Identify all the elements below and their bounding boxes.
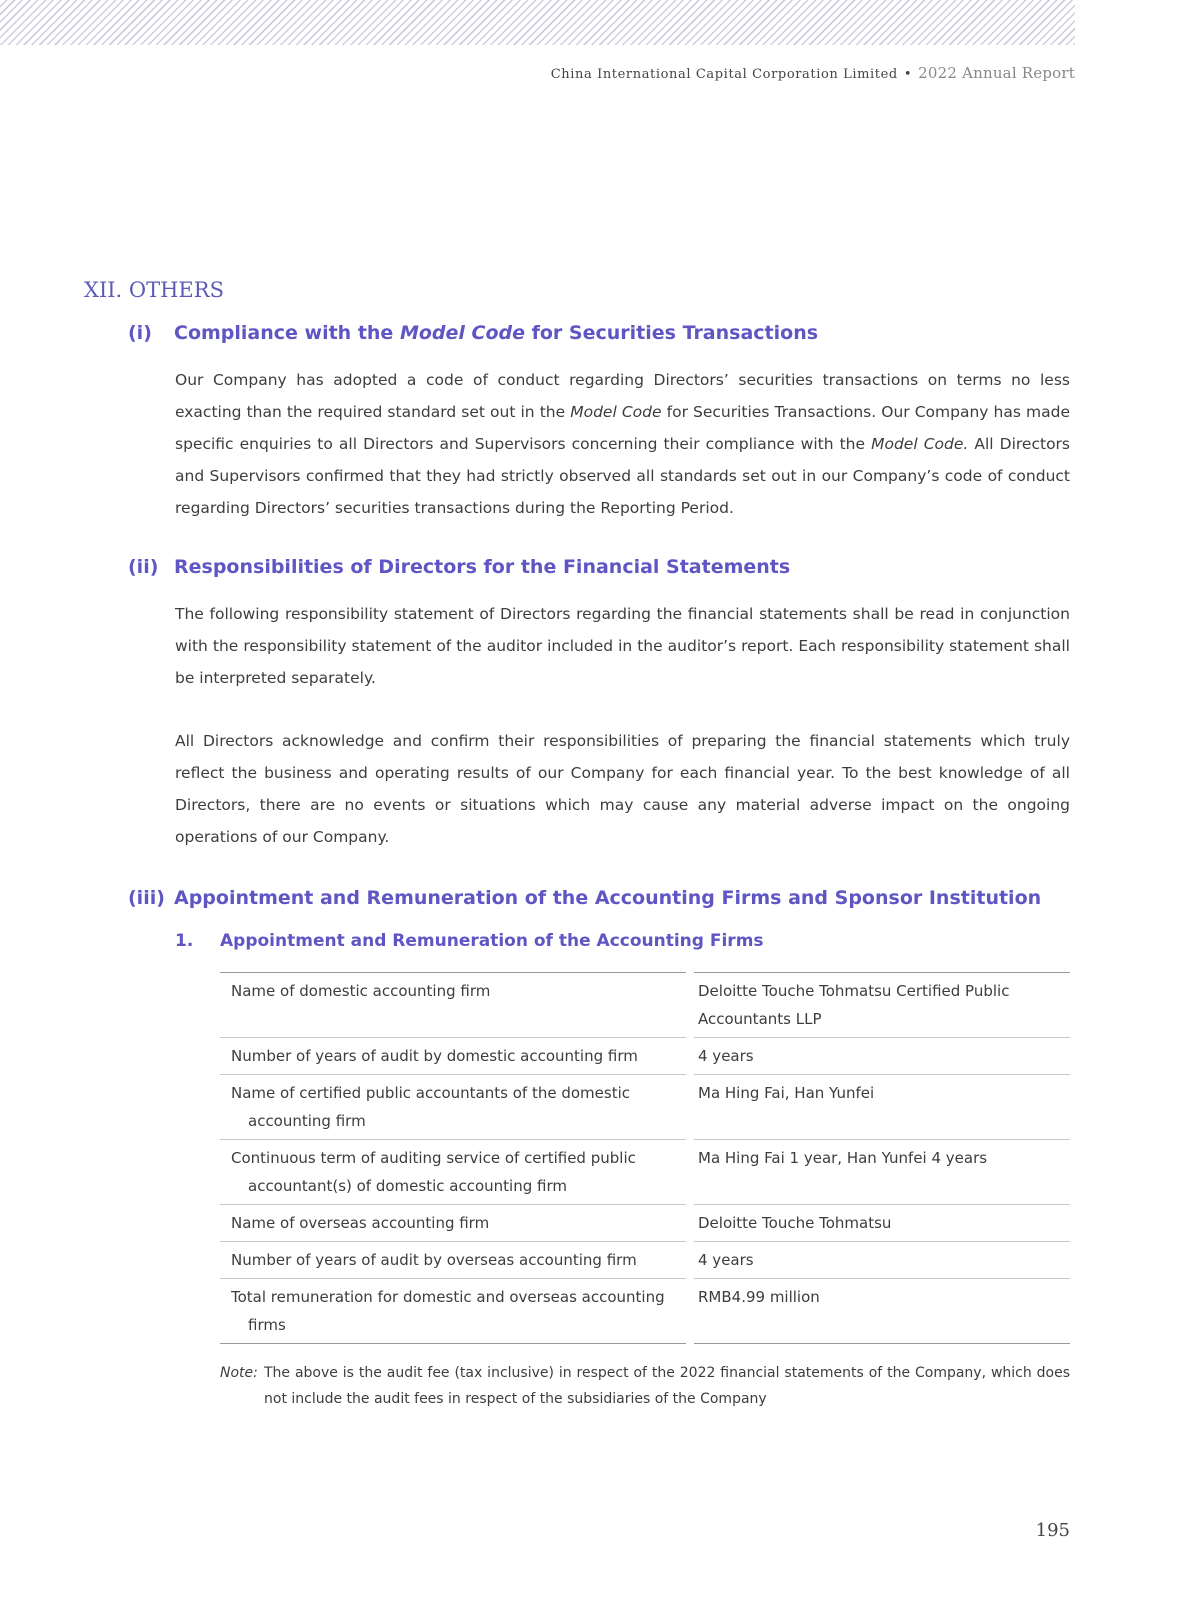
note-text: The above is the audit fee (tax inclusive) in respect of the 2022 financial statements of the Company, which does not include the audit fees in respect of the subsidiaries of the Company xyxy=(264,1365,1070,1407)
subsection-heading-iii xyxy=(128,887,1041,909)
paragraph-responsibility-2: All Directors acknowledge and confirm their responsibilities of preparing the financial statements which truly reflect the business and operating results of our Company for each financial year. To the best knowledge of all Directors, there are no events or situations which may cause any material adverse impact on the ongoing operations of our Company. xyxy=(175,732,1070,846)
note-label: Note: xyxy=(220,1365,258,1381)
subsection-title: Appointment and Remuneration of the Accounting Firms and Sponsor Institution xyxy=(174,887,1042,909)
table-cell-value: 4 years xyxy=(690,1242,1070,1279)
paragraph-responsibility-1: The following responsibility statement of Directors regarding the financial statements shall be read in conjunction with the responsibility statement of the auditor included in the auditor’s report. Each responsibility statement shall be interpreted separately. xyxy=(175,605,1070,687)
page-number: 195 xyxy=(1035,1520,1070,1541)
table-cell-value: Deloitte Touche Tohmatsu Certified Public Accountants LLP xyxy=(690,973,1070,1038)
header-report-title: 2022 Annual Report xyxy=(918,64,1075,82)
table-row xyxy=(220,1075,1070,1140)
running-header xyxy=(551,64,1075,82)
header-hatch-band xyxy=(0,0,1075,45)
table-note xyxy=(220,1360,1070,1412)
table-row xyxy=(220,1038,1070,1075)
table-cell-value: Ma Hing Fai 1 year, Han Yunfei 4 years xyxy=(690,1140,1070,1205)
sub-heading-number: 1. xyxy=(175,931,194,951)
subsection-number: (iii) xyxy=(128,887,165,909)
subsection-title-part: Compliance with the xyxy=(174,322,400,344)
text-run-italic: Model Code xyxy=(570,403,662,421)
accounting-firms-table xyxy=(220,972,1070,1344)
table-cell-label: Name of overseas accounting firm xyxy=(220,1205,690,1242)
header-bullet: • xyxy=(903,67,913,82)
table-row xyxy=(220,1205,1070,1242)
text-run: for Securities Transactions. Our Company has made specific enquiries to all Directors and Supervisors concerning their compliance with the xyxy=(175,403,1071,453)
table-cell-value: 4 years xyxy=(690,1038,1070,1075)
subsection-number: (i) xyxy=(128,322,152,344)
table-cell-value: RMB4.99 million xyxy=(690,1279,1070,1344)
paragraph-model-code xyxy=(175,364,1070,524)
table-cell-label: Number of years of audit by overseas accounting firm xyxy=(220,1242,690,1279)
table-cell-label: Name of domestic accounting firm xyxy=(220,973,690,1038)
sub-heading-title: Appointment and Remuneration of the Accounting Firms xyxy=(220,931,764,951)
header-company: China International Capital Corporation Limited xyxy=(550,67,898,82)
subsection-heading-i xyxy=(128,322,818,344)
table-cell-value: Deloitte Touche Tohmatsu xyxy=(690,1205,1070,1242)
table-cell-label: Continuous term of auditing service of certified public accountant(s) of domestic accounting firm xyxy=(220,1140,690,1205)
table-cell-label: Name of certified public accountants of the domestic accounting firm xyxy=(220,1075,690,1140)
text-run: All Directors and Supervisors confirmed that they had strictly observed all standards set out in our Company’s code of conduct regarding Directors’ securities transactions during the Reporting Period. xyxy=(175,435,1071,517)
subsection-heading-ii xyxy=(128,556,790,578)
subsection-title-part: for Securities Transactions xyxy=(525,322,819,344)
table-row xyxy=(220,1140,1070,1205)
subsection-title-italic: Model Code xyxy=(399,322,525,344)
text-run: Our Company has adopted a code of conduct regarding Directors’ securities transactions on terms no less exacting than the required standard set out in the xyxy=(175,371,1070,421)
subsection-title: Responsibilities of Directors for the Financial Statements xyxy=(174,556,791,578)
table-row xyxy=(220,1242,1070,1279)
section-title: XII. OTHERS xyxy=(84,278,224,302)
table-row xyxy=(220,973,1070,1038)
table-row xyxy=(220,1279,1070,1344)
table-cell-value: Ma Hing Fai, Han Yunfei xyxy=(690,1075,1070,1140)
sub-heading-1 xyxy=(175,931,764,951)
text-run-italic: Model Code. xyxy=(871,435,969,453)
table-cell-label: Total remuneration for domestic and overseas accounting firms xyxy=(220,1279,690,1344)
subsection-number: (ii) xyxy=(128,556,159,578)
table-cell-label: Number of years of audit by domestic accounting firm xyxy=(220,1038,690,1075)
